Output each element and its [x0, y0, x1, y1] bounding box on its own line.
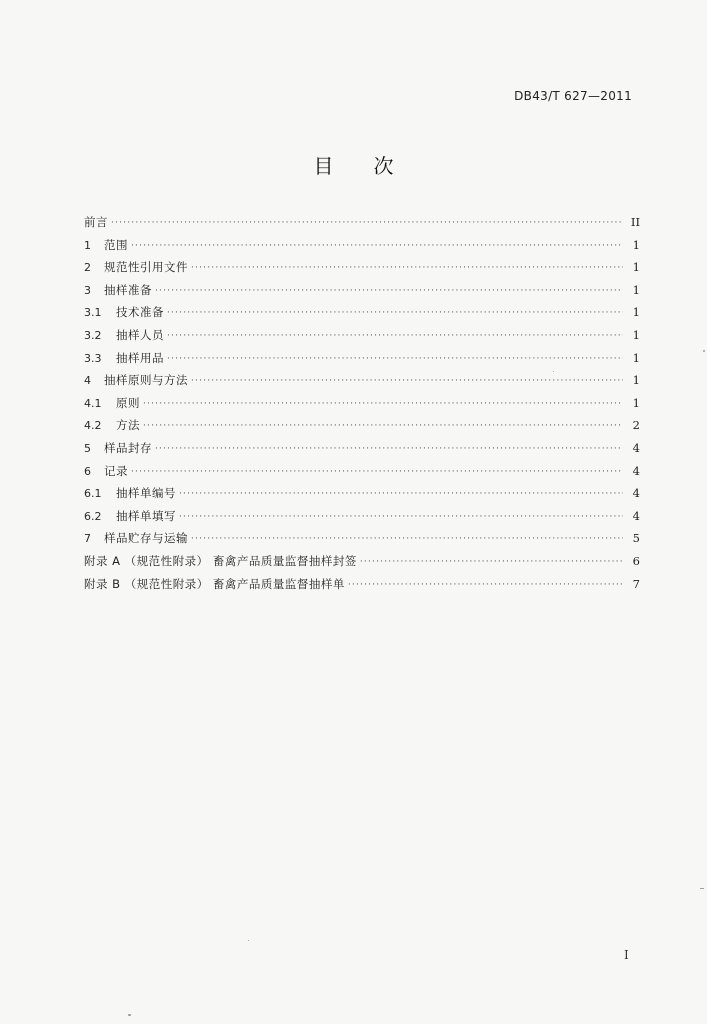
toc-dot-leader [179, 506, 623, 529]
toc-entry-page: II [630, 215, 640, 229]
toc-dot-leader [167, 325, 623, 348]
toc-entry-label: 抽样单编号 [116, 486, 176, 501]
toc-entry-label: 样品贮存与运输 [104, 531, 188, 546]
toc-dot-leader [167, 348, 623, 371]
toc-entry-page: 4 [632, 440, 640, 455]
toc-entry[interactable] [84, 460, 640, 483]
toc-entry-page: 5 [632, 531, 640, 546]
toc-entry[interactable] [84, 279, 640, 302]
toc-entry[interactable] [84, 211, 640, 234]
standard-code: DB43/T 627—2011 [514, 89, 632, 103]
toc-entry-page: 1 [632, 327, 640, 342]
toc-dot-leader [131, 235, 623, 258]
toc-entry-number: 4 [84, 374, 91, 388]
toc-entry-number: 1 [84, 238, 91, 252]
toc-entry-page: 4 [632, 508, 640, 523]
toc-dot-leader [348, 574, 623, 597]
toc-entry-page: 1 [632, 373, 640, 388]
toc-entry-number: 3.2 [84, 328, 102, 342]
toc-entry[interactable] [84, 414, 640, 437]
toc-entry[interactable] [84, 256, 640, 279]
toc-entry-page: 1 [632, 350, 640, 365]
toc-entry-page: 1 [632, 305, 640, 320]
toc-entry[interactable] [84, 347, 640, 370]
toc-dot-leader [155, 438, 623, 461]
toc-dot-leader [143, 393, 623, 416]
toc-entry-label: 原则 [116, 395, 140, 410]
toc-entry-label: 前言 [84, 215, 108, 229]
toc-entry[interactable] [84, 234, 640, 257]
toc-entry-label: 附录 A （规范性附录） 畜禽产品质量监督抽样封签 [84, 553, 357, 568]
toc-entry-label: 抽样原则与方法 [104, 373, 188, 388]
toc-entry-page: 1 [632, 282, 640, 297]
toc-entry-label: 抽样准备 [104, 282, 152, 297]
toc-dot-leader [111, 212, 623, 235]
toc-entry[interactable] [84, 324, 640, 347]
scan-speck [248, 940, 249, 941]
toc-entry-number: 6.2 [84, 509, 102, 523]
toc-entry-page: 7 [632, 576, 640, 591]
toc-dot-leader [155, 280, 623, 303]
toc-entry-number: 2 [84, 261, 91, 275]
toc-entry-label: 方法 [116, 418, 140, 433]
toc-entry-page: 4 [632, 486, 640, 501]
toc-entry[interactable] [84, 505, 640, 528]
toc-entry-label: 抽样人员 [116, 327, 164, 342]
toc-dot-leader [191, 528, 623, 551]
toc-entry-number: 4.2 [84, 419, 102, 433]
toc-entry-number: 3 [84, 283, 91, 297]
toc-dot-leader [143, 415, 623, 438]
toc-dot-leader [191, 257, 623, 280]
toc-dot-leader [191, 370, 623, 393]
toc-entry[interactable] [84, 437, 640, 460]
toc-dot-leader [179, 483, 623, 506]
toc-entry[interactable] [84, 527, 640, 550]
toc-entry-label: 范围 [104, 237, 128, 252]
toc-entry-page: 2 [632, 418, 640, 433]
toc-entry-label: 抽样用品 [116, 350, 164, 365]
toc-entry-label: 样品封存 [104, 440, 152, 455]
toc-entry-page: 1 [632, 395, 640, 410]
toc-entry[interactable] [84, 392, 640, 415]
toc-entry[interactable] [84, 301, 640, 324]
toc-entry-number: 6 [84, 464, 91, 478]
toc-entry-page: 6 [632, 553, 640, 568]
toc-entry[interactable] [84, 369, 640, 392]
toc-entry-number: 6.1 [84, 487, 102, 501]
toc-entry-label: 记录 [104, 463, 128, 478]
toc-dot-leader [131, 461, 623, 484]
toc-entry-number: 7 [84, 532, 91, 546]
toc-entry-label: 技术准备 [116, 305, 164, 320]
toc-entry-number: 5 [84, 441, 91, 455]
toc-entry-label: 抽样单填写 [116, 508, 176, 523]
toc-entry-label: 规范性引用文件 [104, 260, 188, 275]
toc-entry[interactable] [84, 482, 640, 505]
toc-entry-page: 4 [632, 463, 640, 478]
toc-entry-page: 1 [632, 260, 640, 275]
scan-speck [553, 371, 554, 372]
scan-speck [703, 350, 705, 352]
toc-entry-number: 4.1 [84, 396, 102, 410]
toc-dot-leader [167, 302, 623, 325]
page-title: 目次 [313, 154, 434, 178]
toc-entry-label: 附录 B （规范性附录） 畜禽产品质量监督抽样单 [84, 576, 345, 591]
scan-speck [700, 888, 704, 889]
toc-entry-number: 3.3 [84, 351, 102, 365]
table-of-contents [84, 211, 640, 595]
toc-entry[interactable] [84, 573, 640, 596]
page-number: I [624, 948, 629, 962]
toc-entry-number: 3.1 [84, 306, 102, 320]
toc-dot-leader [360, 551, 623, 574]
scan-speck [128, 1014, 131, 1016]
toc-entry[interactable] [84, 550, 640, 573]
toc-entry-page: 1 [632, 237, 640, 252]
